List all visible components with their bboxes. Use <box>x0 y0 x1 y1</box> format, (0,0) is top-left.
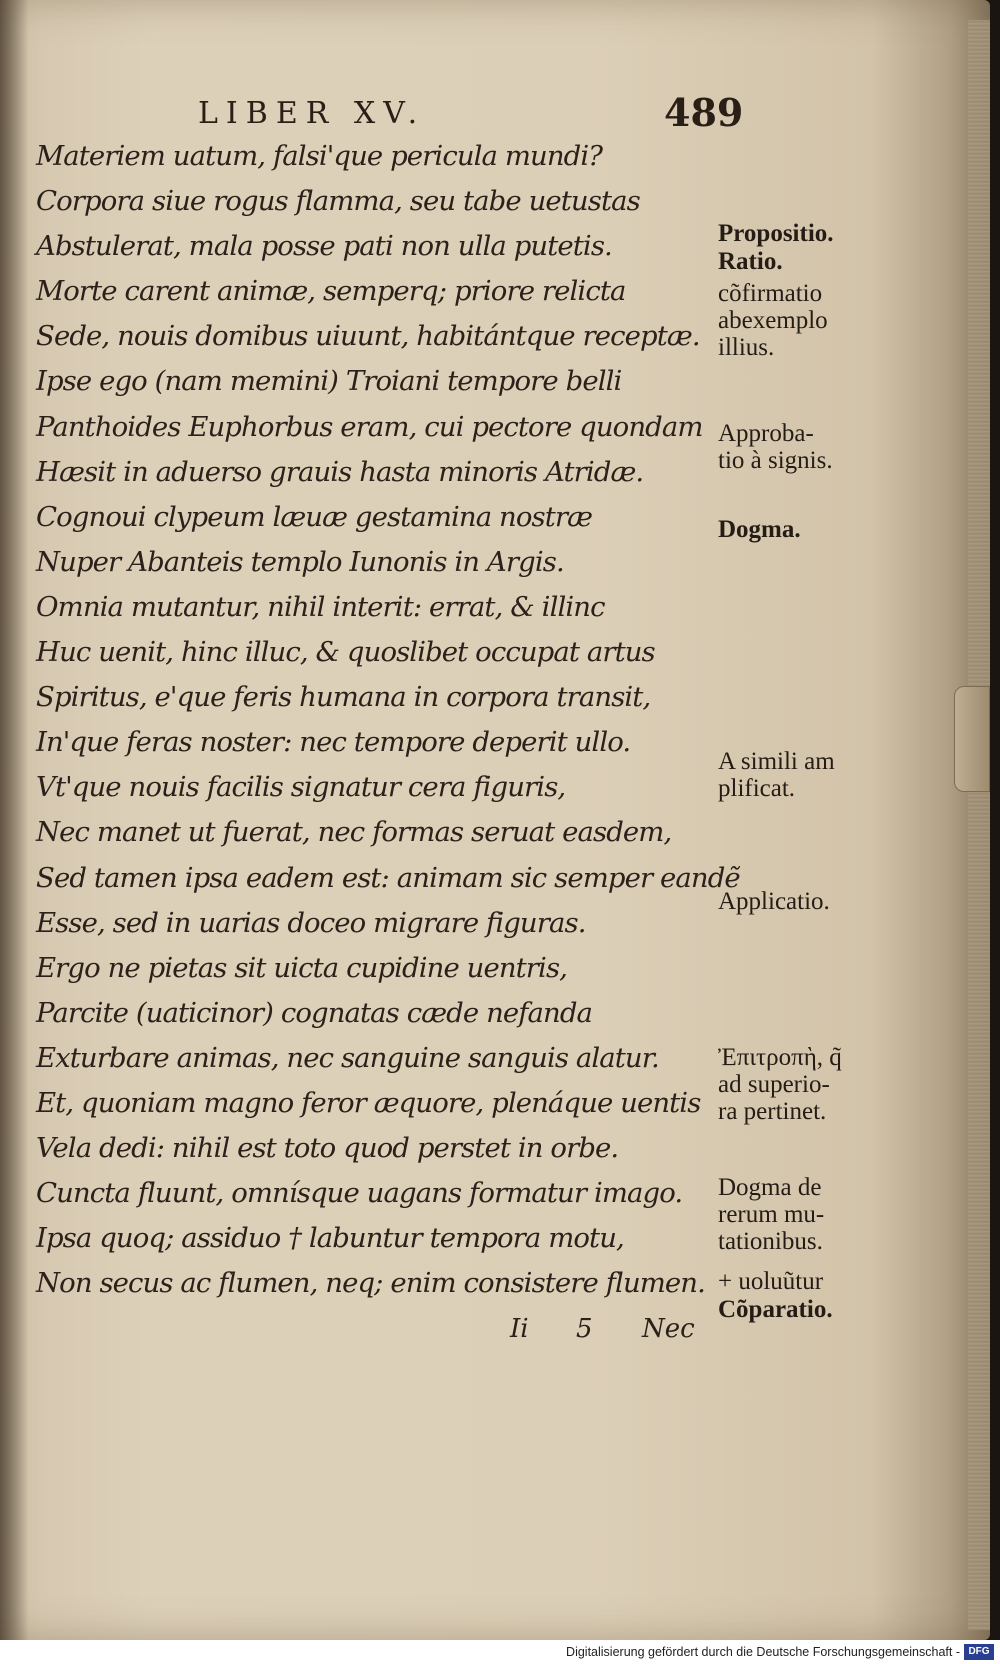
verse-line: In'que feras noster: nec tempore deperit ullo. <box>36 726 631 759</box>
verse-line: Parcite (uaticinor) cognatas cæde nefanda <box>36 996 593 1029</box>
margin-note-epitrope: Ἐπιτροπὴ, q̃ ad superio- ra pertinet. <box>718 1044 842 1125</box>
margin-note-dogma: Dogma. <box>718 516 801 543</box>
verse-line: Cuncta fluunt, omnísque uagans formatur imago. <box>36 1177 683 1210</box>
verse-line: Sede, nouis domibus uiuunt, habitántque receptæ. <box>36 320 700 353</box>
verse-line: Sed tamen ipsa eadem est: animam sic semper eandẽ <box>36 861 740 894</box>
verse-line: Spiritus, e'que feris humana in corpora transit, <box>36 681 651 714</box>
verse-line: Abstulerat, mala posse pati non ulla putetis. <box>36 230 612 263</box>
verse-line: Et, quoniam magno feror æquore, plenáque uentis <box>36 1086 701 1119</box>
margin-note-confirmatio: cõfirmatio abexemplo illius. <box>718 280 828 361</box>
verse-line: Ipsa quoq; assiduo † labuntur tempora motu, <box>36 1222 624 1255</box>
verse-line: Omnia mutantur, nihil interit: errat, & illinc <box>36 590 605 623</box>
spine-shadow <box>0 0 28 1640</box>
margin-note-applicatio: Applicatio. <box>718 888 830 915</box>
margin-note-voluuntur: + uoluũtur <box>718 1268 824 1295</box>
digitization-credit: Digitalisierung gefördert durch die Deutsche Forschungsgemeinschaft - <box>566 1645 960 1659</box>
verse-line: Cognoui clypeum læuæ gestamina nostræ <box>36 500 593 533</box>
signature-letters: Ii <box>510 1314 529 1344</box>
verse-line: Exturbare animas, nec sanguine sanguis alatur. <box>36 1041 659 1074</box>
verse-line: Ergo ne pietas sit uicta cupidine uentris, <box>36 951 567 984</box>
margin-note-propositio: Propositio. <box>718 220 834 247</box>
verse-column <box>36 134 740 1306</box>
signature-number: 5 <box>576 1314 593 1344</box>
margin-note-a-simili: A simili am plificat. <box>718 748 835 802</box>
verse-line: Panthoides Euphorbus eram, cui pectore quondam <box>36 410 703 443</box>
catchword: Nec <box>642 1314 695 1344</box>
running-head: LIBER XV. <box>198 96 426 131</box>
verse-line: Hæsit in aduerso grauis hasta minoris Atridæ. <box>36 455 644 488</box>
margin-note-approbatio: Approba- tio à signis. <box>718 420 833 474</box>
dfg-logo-icon: DFG <box>964 1644 994 1660</box>
page-tab-marker <box>954 686 990 792</box>
verse-line: Vela dedi: nihil est toto quod perstet in orbe. <box>36 1132 619 1165</box>
margin-note-comparatio: Cõparatio. <box>718 1296 833 1323</box>
margin-note-ratio: Ratio. <box>718 248 783 275</box>
verse-line: Ipse ego (nam memini) Troiani tempore belli <box>36 365 622 398</box>
verse-line: Esse, sed in uarias doceo migrare figuras. <box>36 906 586 939</box>
verse-line: Corpora siue rogus flamma, seu tabe uetustas <box>36 185 640 218</box>
margin-note-dogma-mutationibus: Dogma de rerum mu- tationibus. <box>718 1174 825 1255</box>
verse-line: Nuper Abanteis templo Iunonis in Argis. <box>36 545 564 578</box>
page-number: 489 <box>664 90 744 135</box>
verse-line: Morte carent animæ, semperq; priore relicta <box>36 275 626 308</box>
verse-line: Non secus ac flumen, neq; enim consistere flumen. <box>36 1267 705 1300</box>
verse-line: Nec manet ut fuerat, nec formas seruat easdem, <box>36 816 672 849</box>
verse-line: Huc uenit, hinc illuc, & quoslibet occupat artus <box>36 636 655 669</box>
page-fore-edge <box>968 20 990 1630</box>
verse-line: Materiem uatum, falsi'que pericula mundi? <box>36 140 603 172</box>
verse-line: Vt'que nouis facilis signatur cera figuris, <box>36 771 566 804</box>
